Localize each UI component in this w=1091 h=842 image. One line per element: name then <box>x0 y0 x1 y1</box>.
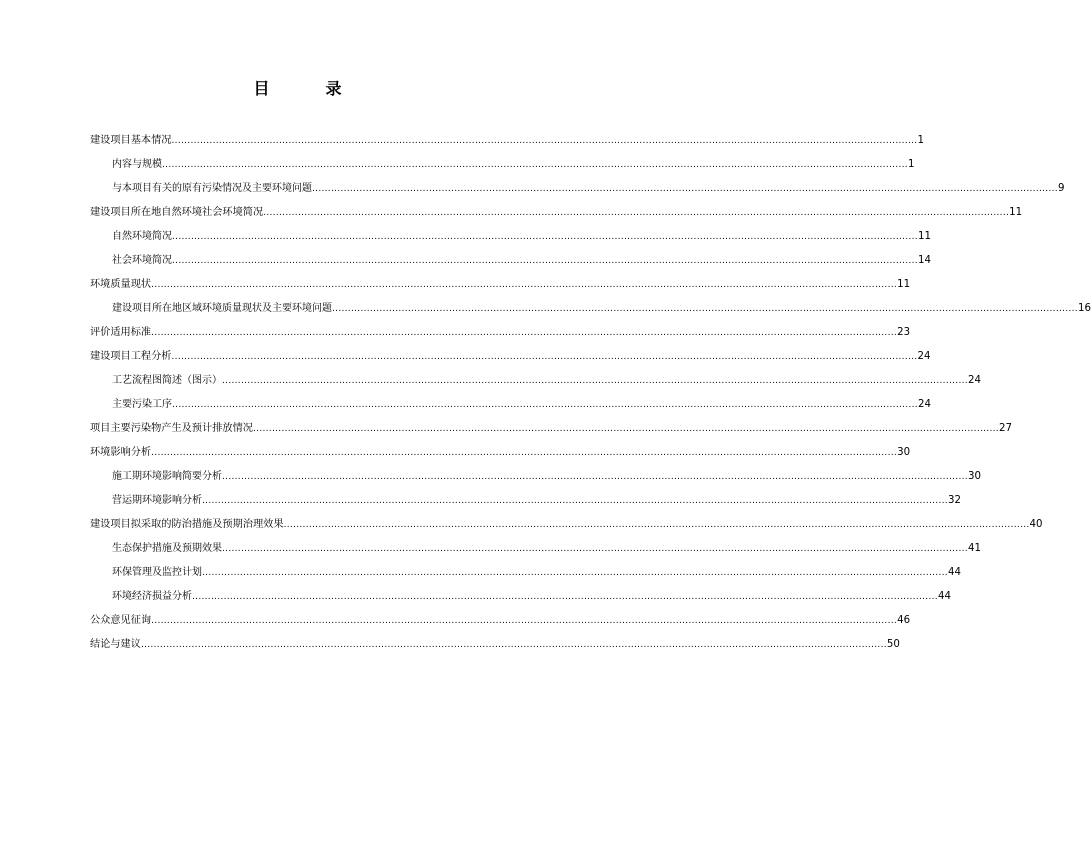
toc-leader-dots: ............................................................................................................................................................................................................................................ <box>222 472 968 482</box>
toc-entry-label: 自然环境简况 <box>112 231 172 242</box>
toc-entry-label: 公众意见征询 <box>90 615 152 626</box>
toc-entry[interactable] <box>90 513 1043 537</box>
toc-leader-dots: ............................................................................................................................................................................................................................................ <box>312 184 1058 194</box>
toc-entry[interactable] <box>112 225 931 249</box>
toc-entry-page: 46 <box>897 615 911 626</box>
toc-entry[interactable] <box>90 201 1023 225</box>
toc-leader-dots: ............................................................................................................................................................................................................................................ <box>171 136 918 146</box>
toc-entry-label: 主要污染工序 <box>112 399 172 410</box>
toc-entry-page: 44 <box>937 591 951 602</box>
toc-leader-dots: ............................................................................................................................................................................................................................................ <box>283 520 1030 530</box>
toc-entry-label: 项目主要污染物产生及预计排放情况 <box>90 423 253 434</box>
toc-entry-label: 生态保护措施及预期效果 <box>112 543 222 554</box>
toc-list <box>0 129 1091 657</box>
toc-entry-label: 环境质量现状 <box>90 279 152 290</box>
toc-entry[interactable] <box>90 441 911 465</box>
toc-entry[interactable] <box>112 249 931 273</box>
toc-entry-page: 50 <box>886 639 900 650</box>
toc-entry[interactable] <box>112 393 931 417</box>
toc-entry-page: 44 <box>947 567 961 578</box>
toc-entry[interactable] <box>112 465 981 489</box>
toc-entry-label: 营运期环境影响分析 <box>112 495 202 506</box>
toc-entry-label: 评价适用标准 <box>90 327 152 338</box>
toc-entry-page: 14 <box>917 255 931 266</box>
toc-leader-dots: ............................................................................................................................................................................................................................................ <box>172 256 918 266</box>
toc-entry-page: 32 <box>947 495 961 506</box>
toc-leader-dots: ............................................................................................................................................................................................................................................ <box>151 616 898 626</box>
toc-entry-page: 40 <box>1029 519 1043 530</box>
toc-entry[interactable] <box>90 633 900 657</box>
toc-entry-label: 社会环境简况 <box>112 255 172 266</box>
toc-entry[interactable] <box>112 489 961 513</box>
toc-entry-label: 建设项目基本情况 <box>90 135 172 146</box>
toc-leader-dots: ............................................................................................................................................................................................................................................ <box>202 568 948 578</box>
toc-entry-page: 23 <box>897 327 911 338</box>
toc-entry-page: 24 <box>917 351 931 362</box>
toc-entry[interactable] <box>90 129 924 153</box>
toc-entry-label: 环境影响分析 <box>90 447 152 458</box>
toc-entry-label: 建设项目拟采取的防治措施及预期治理效果 <box>90 519 284 530</box>
toc-entry-label: 内容与规模 <box>112 159 162 170</box>
toc-entry[interactable] <box>112 561 961 585</box>
toc-leader-dots: ............................................................................................................................................................................................................................................ <box>253 424 999 434</box>
toc-leader-dots: ............................................................................................................................................................................................................................................ <box>151 448 898 458</box>
toc-entry-page: 9 <box>1057 183 1065 194</box>
toc-entry-label: 与本项目有关的原有污染情况及主要环境问题 <box>112 183 312 194</box>
toc-leader-dots: ............................................................................................................................................................................................................................................ <box>332 304 1078 314</box>
toc-entry-label: 建设项目所在地区域环境质量现状及主要环境问题 <box>112 303 332 314</box>
toc-entry[interactable] <box>90 345 931 369</box>
toc-leader-dots: ............................................................................................................................................................................................................................................ <box>222 376 968 386</box>
toc-leader-dots: ............................................................................................................................................................................................................................................ <box>151 280 898 290</box>
toc-entry[interactable] <box>112 153 915 177</box>
toc-entry-label: 环保管理及监控计划 <box>112 567 202 578</box>
toc-entry-page: 11 <box>917 231 931 242</box>
toc-entry-label: 建设项目工程分析 <box>90 351 172 362</box>
toc-entry-page: 1 <box>917 135 924 146</box>
toc-entry-page: 1 <box>907 159 915 170</box>
toc-entry[interactable] <box>112 537 981 561</box>
toc-leader-dots: ............................................................................................................................................................................................................................................ <box>172 400 918 410</box>
toc-leader-dots: ............................................................................................................................................................................................................................................ <box>202 496 948 506</box>
toc-entry[interactable] <box>90 609 911 633</box>
toc-leader-dots: ............................................................................................................................................................................................................................................ <box>172 232 918 242</box>
toc-leader-dots: ............................................................................................................................................................................................................................................ <box>222 544 968 554</box>
toc-entry[interactable] <box>90 273 911 297</box>
toc-entry[interactable] <box>112 585 951 609</box>
toc-entry[interactable] <box>90 321 911 345</box>
toc-title: 目 录 <box>253 79 362 98</box>
toc-entry-page: 11 <box>1009 207 1023 218</box>
toc-entry[interactable] <box>112 369 981 393</box>
toc-leader-dots: ............................................................................................................................................................................................................................................ <box>162 160 908 170</box>
toc-entry-label: 结论与建议 <box>90 639 141 650</box>
toc-entry-page: 41 <box>967 543 981 554</box>
toc-entry-page: 24 <box>967 375 981 386</box>
toc-entry-page: 11 <box>897 279 911 290</box>
toc-leader-dots: ............................................................................................................................................................................................................................................ <box>140 640 887 650</box>
toc-entry-label: 建设项目所在地自然环境社会环境简况 <box>90 207 264 218</box>
toc-leader-dots: ............................................................................................................................................................................................................................................ <box>263 208 1010 218</box>
toc-leader-dots: ............................................................................................................................................................................................................................................ <box>192 592 938 602</box>
toc-entry[interactable] <box>112 297 1091 321</box>
toc-entry[interactable] <box>112 177 1065 201</box>
toc-entry-page: 30 <box>967 471 981 482</box>
toc-entry-page: 16 <box>1077 303 1091 314</box>
toc-entry-page: 30 <box>897 447 911 458</box>
toc-leader-dots: ............................................................................................................................................................................................................................................ <box>171 352 918 362</box>
toc-entry-page: 24 <box>917 399 931 410</box>
toc-entry-label: 环境经济损益分析 <box>112 591 192 602</box>
toc-leader-dots: ............................................................................................................................................................................................................................................ <box>151 328 898 338</box>
toc-entry-page: 27 <box>998 423 1012 434</box>
toc-entry-label: 施工期环境影响简要分析 <box>112 471 222 482</box>
toc-entry[interactable] <box>90 417 1012 441</box>
toc-entry-label: 工艺流程图简述（图示） <box>112 375 222 386</box>
